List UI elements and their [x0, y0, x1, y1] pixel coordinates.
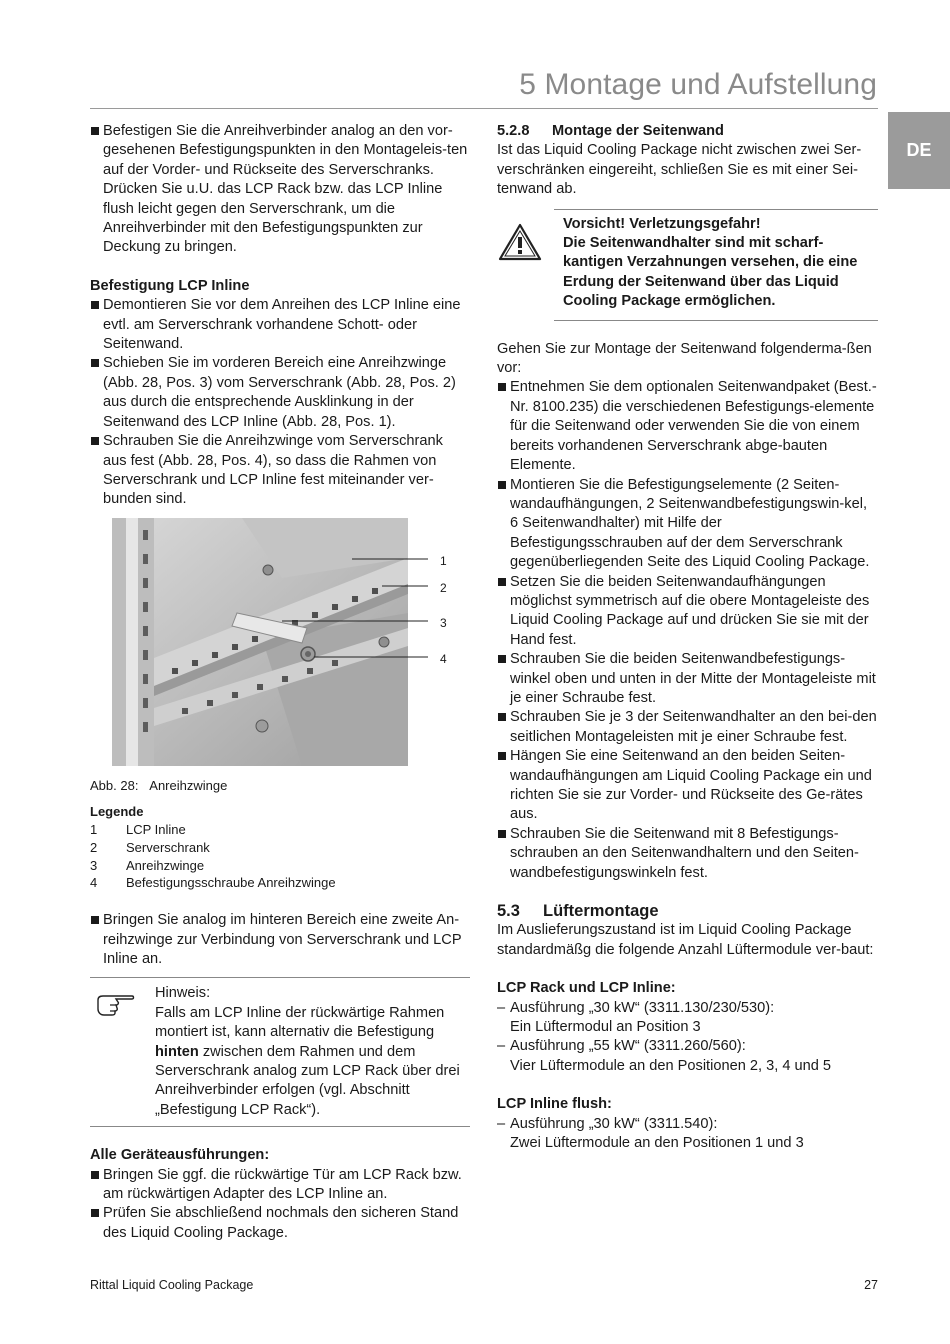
procedure-bullet: Schrauben Sie die beiden Seitenwandbefestigungs-winkel oben und unten in der Mitte der Montageleiste mit je einer Schraube fest.: [497, 650, 878, 708]
intro-bullet: Befestigen Sie die Anreihverbinder analog an den vor-gesehenen Befestigungspunkten in den Montageleis-ten auf der Vorder- und Rückseite des Serverschranks. Drücken Sie u.U. das LCP Rack bzw. das LCP Inline flush leicht gegen den Serverschrank, um die Anreihverbinder mit den Befestigungspunkten zur Deckung zu bringen.: [90, 122, 470, 258]
chapter-title: 5 Montage und Aufstellung: [519, 68, 877, 101]
legend-item: 2 Serverschrank: [90, 839, 210, 855]
section-53-heading: 5.3 Lüftermontage: [497, 902, 659, 921]
warning-box: [554, 209, 878, 321]
warning-text: Die Seitenwandhalter sind mit scharf-kantigen Verzahnungen versehen, die eine Erdung der Seitenwand über das Liquid Cooling Package ermöglichen.: [563, 235, 858, 310]
flush-heading: LCP Inline flush:: [497, 1096, 612, 1113]
flush-item: – Ausführung „30 kW“ (3311.540): Zwei Lüftermodule an den Positionen 1 und 3: [497, 1115, 804, 1152]
section-53-intro: Im Auslieferungszustand ist im Liquid Cooling Package standardmäßg die folgende Anzahl Lüftermodule ver-baut:: [497, 922, 874, 958]
header-divider: [90, 108, 878, 109]
footer-product: Rittal Liquid Cooling Package: [90, 1278, 254, 1292]
warning-title: Vorsicht! Verletzungsgefahr!: [563, 215, 761, 232]
inline-heading: Befestigung LCP Inline: [90, 277, 250, 294]
note-box: [90, 977, 470, 1127]
procedure-bullet: Schrauben Sie die Seitenwand mit 8 Befestigungs-schrauben an den Seitenwandhaltern und den Seiten-wandbefestigungswinkeln fest.: [497, 825, 878, 883]
rack-heading: LCP Rack und LCP Inline:: [497, 980, 676, 997]
procedure-bullet: Hängen Sie eine Seitenwand an den beiden Seiten-wandaufhängungen am Liquid Cooling Package ein und richten Sie sie zur Vorder- und Rückseite des Ge-rätes aus.: [497, 747, 878, 825]
rear-bullet: Bringen Sie analog im hinteren Bereich eine zweite An-reihzwinge zur Verbindung von Serverschrank und LCP Inline an.: [90, 911, 470, 969]
caption-text: Anreihzwinge: [149, 777, 228, 793]
rack-item: – Ausführung „55 kW“ (3311.260/560): Vier Lüftermodule an den Positionen 2, 3, 4 und 5: [497, 1038, 832, 1074]
legend-item: 1 LCP Inline: [90, 821, 186, 837]
warning-triangle-icon: [498, 222, 542, 262]
procedure-bullet: Montieren Sie die Befestigungselemente (2 Seiten-wandaufhängungen, 2 Seitenwandbefestigungswin-kel, 6 Seitenwandhalter) mit Hilfe der Befestigungsschrauben auf der dem Serverschrank gegenüberliegenden Seite des Liquid Cooling Package.: [497, 476, 878, 573]
cabinet-photo: [112, 518, 408, 766]
page-number: 27: [864, 1278, 878, 1292]
inline-bullet: Demontieren Sie vor dem Anreihen des LCP Inline eine evtl. am Serverschrank vorhandene Schott- oder Seitenwand.: [90, 296, 470, 354]
procedure-bullet: Entnehmen Sie dem optionalen Seitenwandpaket (Best.-Nr. 8100.235) die verschiedenen Befestigungs-elemente für die Seitenwand oder verwenden Sie die von einem bereits vorhandenen Serverschrank abge-bauten Elemente.: [497, 378, 878, 475]
figure-caption: [90, 776, 470, 795]
section-528-heading: 5.2.8 Montage der Seitenwand: [497, 123, 724, 139]
note-label: Hinweis:: [155, 985, 211, 1002]
legend-item: 4 Befestigungsschraube Anreihzwinge: [90, 875, 336, 891]
all-bullet: Prüfen Sie abschließend nochmals den sicheren Stand des Liquid Cooling Package.: [90, 1204, 470, 1243]
legend-title: Legende: [90, 804, 144, 820]
all-bullet: Bringen Sie ggf. die rückwärtige Tür am LCP Rack bzw. am rückwärtigen Adapter des LCP Inline an.: [90, 1166, 470, 1205]
legend: [90, 803, 470, 892]
callout-2: 2: [440, 580, 447, 595]
procedure-bullet: Schrauben Sie je 3 der Seitenwandhalter an den bei-den seitlichen Montageleisten mit je einer Schraube fest.: [497, 708, 878, 747]
figure-28: [90, 518, 470, 768]
callout-3: 3: [440, 615, 447, 630]
inline-bullet: Schieben Sie im vorderen Bereich eine Anreihzwinge (Abb. 28, Pos. 3) vom Serverschrank (Abb. 28, Pos. 2) aus durch die entsprechende Ausklinkung in der Seitenwand des LCP Inline (Abb. 28, Pos. 1).: [90, 354, 470, 432]
callout-4: 4: [440, 651, 447, 666]
section-528-intro: Ist das Liquid Cooling Package nicht zwischen zwei Ser-verschränken eingereiht, schließen Sie es mit einer Sei-tenwand ab.: [497, 142, 862, 198]
procedure-bullet: Setzen Sie die beiden Seitenwandaufhängungen möglichst symmetrisch auf die obere Montageleiste des Liquid Cooling Package auf und drücken Sie sie mit der Hand fest.: [497, 573, 878, 651]
legend-item: 3 Anreihzwinge: [90, 857, 205, 873]
language-tab: DE: [888, 112, 950, 189]
note-text: Falls am LCP Inline der rückwärtige Rahmen montiert ist, kann alternativ die Befestigung hinten zwischen dem Rahmen und dem Serverschrank analog zum LCP Rack über drei Anreihverbinder erfolgen (vgl. Abschnitt „Befestigung LCP Rack“).: [155, 1004, 460, 1118]
all-versions-heading: Alle Geräteausführungen:: [90, 1147, 270, 1164]
left-column: [90, 122, 470, 1243]
right-column: [497, 122, 878, 1154]
inline-bullet: Schrauben Sie die Anreihzwinge vom Serverschrank aus fest (Abb. 28, Pos. 4), so dass die Rahmen von Serverschrank und LCP Inline fest miteinander ver-bunden sind.: [90, 432, 470, 510]
pointing-hand-icon: [96, 992, 136, 1018]
procedure-intro: Gehen Sie zur Montage der Seitenwand folgenderma-ßen vor:: [497, 340, 872, 377]
rack-item: – Ausführung „30 kW“ (3311.130/230/530): Ein Lüftermodul an Position 3: [497, 999, 775, 1036]
callout-leaders: [408, 518, 436, 766]
callout-1: 1: [440, 553, 447, 568]
caption-label: Abb. 28:: [90, 777, 139, 793]
